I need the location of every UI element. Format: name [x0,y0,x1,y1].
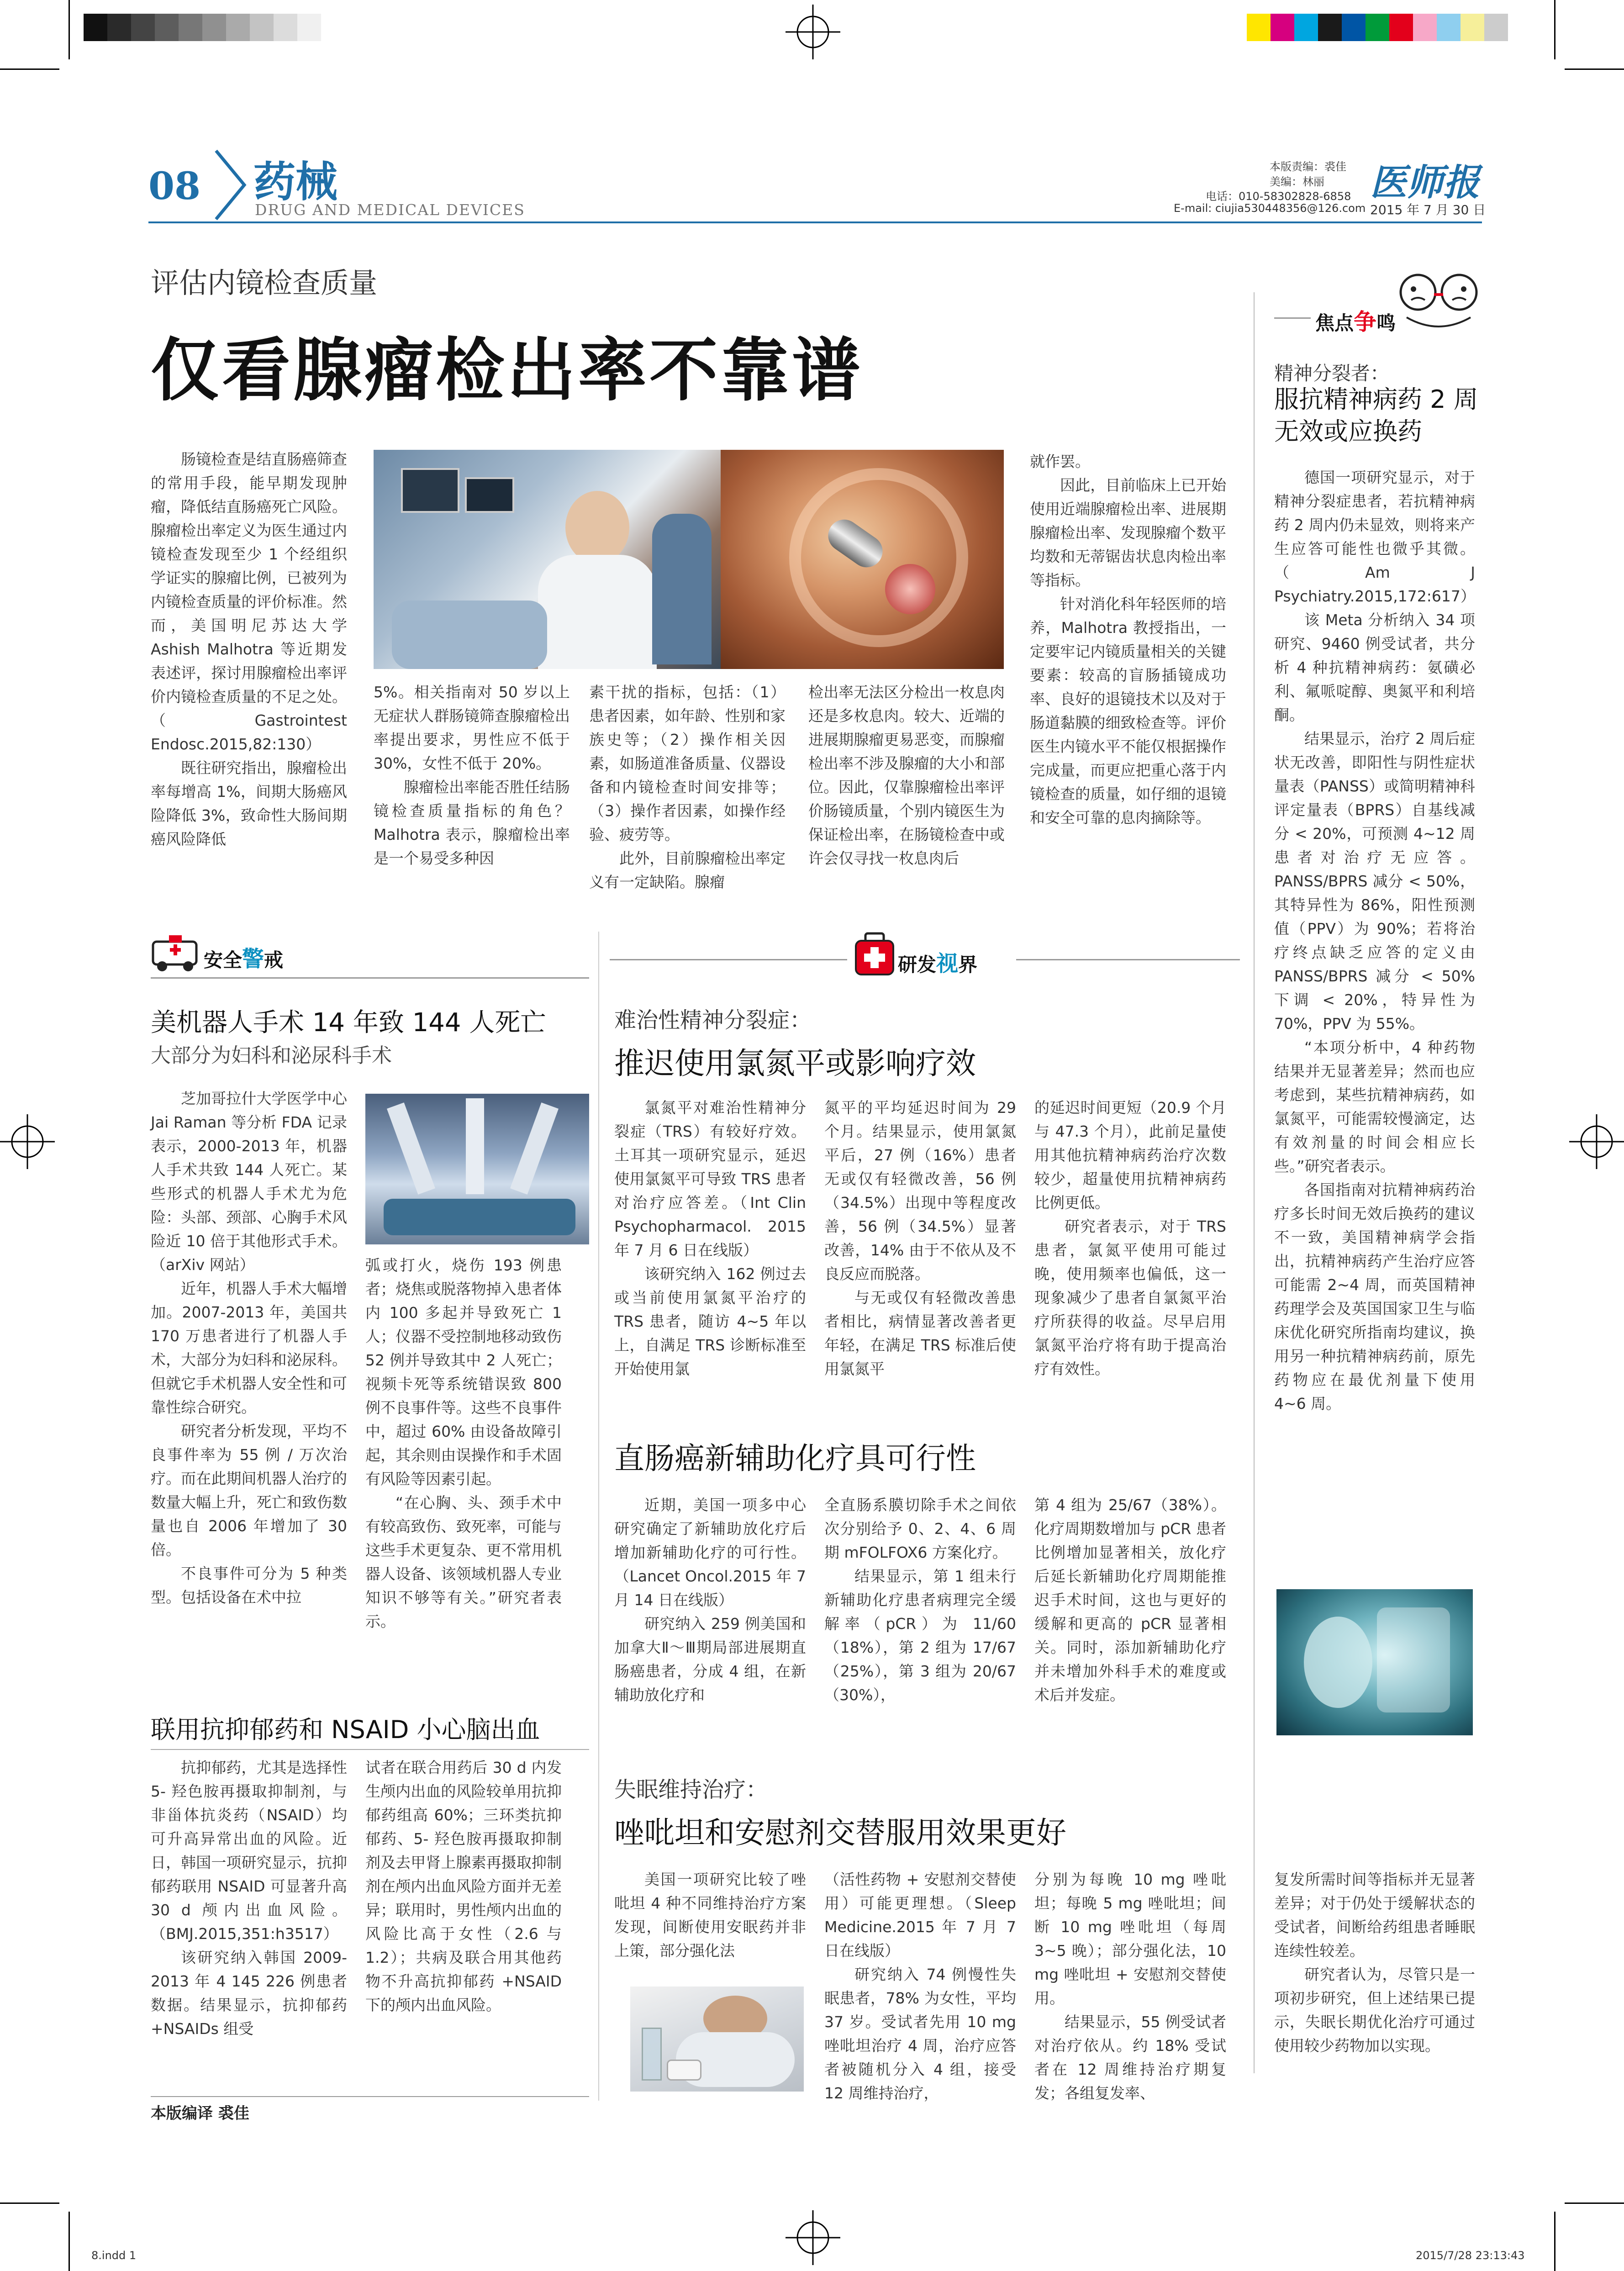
section-title: 药械 [253,158,338,206]
paragraph: 芝加哥拉什大学医学中心 Jai Raman 等分析 FDA 记录表示，2000-2013 年，机器人手术共致 144 人死亡。某些形式的机器人手术尤为危险：头部、颈部、心胸手术风险近 10 倍于其他形式手术。（arXiv 网站） [151,1090,347,1274]
paragraph: 各国指南对抗精神病药治疗多长时间无效后换药的建议不一致，美国精神病学会指出，抗精神病药产生治疗应答可能需 2~4 周，而英国精神药理学会及英国国家卫生与临床优化研究所指南均建议，换用另一种抗精神病药前，原先药物应在最优剂量下使用 4~6 周。 [1274,1181,1475,1412]
lead-headline: 仅看腺瘤检出率不靠谱 [151,331,864,411]
lead-kicker: 评估内镜检查质量 [151,266,378,300]
column-divider [598,932,599,2101]
focus-kicker: 精神分裂者： [1274,362,1390,385]
crop-mark [69,0,70,59]
paragraph: 的延迟时间更短（20.9 个月与 47.3 个月），此前足量使用其他抗精神病药治疗次数较少，超量使用抗精神病药比例更低。 [1034,1099,1226,1212]
lead-column-4 [808,680,1005,918]
paragraph: 研究纳入 259 例美国和加拿大Ⅱ～Ⅲ期局部进展期直肠癌患者，分成 4 组，在新辅助放化疗和 [614,1615,806,1704]
clozapine-column-1 [614,1096,806,1425]
paragraph: 结果显示，治疗 2 周后症状无改善，即阳性与阴性症状量表（PANSS）或简明精神科评定量表（BPRS）自基线减分 < 20%，可预测 4~12 周患者对治疗无应答。PANSS/BPRS 减分 < 50%，其特异性为 86%，阳性预测值（PPV）为 90%；若将治疗终点缺乏应答的定义由 PANSS/BPRS 减分 < 50% 下调 < 20%，特异性为 70%，PPV 为 55%。 [1274,730,1475,1033]
editor-credit: 本版责编：裘佳 [1270,160,1346,173]
gray-color-bar [84,14,321,41]
ambulance-icon [151,932,201,973]
medical-kit-icon [854,932,895,977]
focus-title-accent: 争 [1354,309,1377,335]
focus-title-label: 焦点 [1315,312,1354,334]
paragraph: 素干扰的指标，包括：（1）患者因素，如年龄、性别和家族史等；（2）操作相关因素，如肠道准备质量、仪器设备和内镜检查时间安排等；（3）操作者因素，如操作经验、疲劳等。 [589,683,786,843]
robot-surgery-subhead: 大部分为妇科和泌尿科手术 [151,1044,392,1067]
registration-mark-left [0,1114,55,1169]
paragraph: “在心胸、头、颈手术中有较高致伤、致死率，可能与这些手术更复杂、更不常用机器人设备、该领域机器人专业知识不够等有关。”研究者表示。 [365,1494,562,1630]
paragraph: 研究者认为，尽管只是一项初步研究，但上述结果已提示，失眠长期优化治疗可通过使用较少药物加以实现。 [1274,1965,1475,2055]
color-swatch [1247,14,1271,41]
paragraph: 结果显示，55 例受试者对治疗依从。约 18% 受试者在 12 周维持治疗期复发；各组复发率、 [1034,2013,1226,2102]
paragraph: 不良事件可分为 5 种类型。包括设备在术中拉 [151,1565,347,1606]
focus-title-label: 鸣 [1376,312,1396,334]
paragraph: 近期，美国一项多中心研究确定了新辅助放化疗后增加新辅助化疗的可行性。（Lancet Oncol.2015 年 7 月 14 日在线版） [614,1496,806,1609]
color-swatch [274,14,297,41]
rectal-column-1 [614,1493,806,1767]
email-address: E-mail: ciujia530448356@126.com [1174,202,1366,215]
paragraph: 氮平的平均延迟时间为 29 个月。结果显示，使用氯氮平后，27 例（16%）患者无或仅有轻微改善，56 例（34.5%）出现中等程度改善，56 例（34.5%）显著改善，14% 由于不依从及不良反应而脱落。 [824,1099,1016,1283]
antidepressant-rule [151,1749,589,1750]
paragraph: 腺瘤检出率能否胜任结肠镜检查质量指标的角色？Malhotra 表示，腺瘤检出率是一个易受多种因 [374,778,570,867]
paragraph: 5%。相关指南对 50 岁以上无症状人群肠镜筛查腺瘤检出率提出要求，男性应不低于 30%，女性不低于 20%。 [374,683,570,772]
badge-label: 戒 [264,949,284,971]
color-swatch [1294,14,1318,41]
robot-column-2 [365,1254,562,1692]
sleeping-man-photo [630,1986,804,2092]
paragraph: 研究者表示，对于 TRS 患者，氯氮平使用可能过晚，使用频率也偏低，这一现象减少了患者自氯氮平治疗所获得的收益。尽早启用氯氮平治疗将有助于提高治疗有效性。 [1034,1217,1226,1378]
paragraph: 美国一项研究比较了唑吡坦 4 种不同维持治疗方案发现，间断使用安眠药并非上策，部分强化法 [614,1871,806,1960]
surgical-robot-photo [365,1094,589,1244]
crop-mark [1565,2203,1624,2204]
rectal-column-2 [824,1493,1016,1767]
paragraph: 该 Meta 分析纳入 34 项研究、9460 例受试者，共分析 4 种抗精神病药：氨磺必利、氟哌啶醇、奥氮平和利培酮。 [1274,611,1475,724]
crop-mark [0,2203,59,2204]
color-swatch [250,14,274,41]
color-swatch [1389,14,1413,41]
chevron-right-icon [212,148,249,221]
paragraph: 近年，机器人手术大幅增加。2007-2013 年，美国共 170 万患者进行了机器人手术，大部分为妇科和泌尿科。但就它手术机器人安全性和可靠性综合研究。 [151,1280,347,1416]
badge-accent: 警 [242,946,264,972]
color-swatch [155,14,179,41]
rectal-cancer-headline: 直肠癌新辅助化疗具可行性 [614,1441,976,1476]
column-divider [1254,292,1255,2073]
clozapine-column-2 [824,1096,1016,1425]
clozapine-headline: 推迟使用氯氮平或影响疗效 [614,1046,976,1081]
paragraph: 因此，目前临床上已开始使用近端腺瘤检出率、进展期腺瘤检出率、发现腺瘤个数平均数和无蒂锯齿状息肉检出率等指标。 [1030,476,1226,589]
paragraph: 第 4 组为 25/67（38%）。化疗周期数增加与 pCR 患者比例增加显著相关，放化疗后延长新辅助化疗周期能推迟手术时间，这也与更好的缓解和更高的 pCR 显著相关。同时，添加新辅助化疗并未增加外科手术的难度或术后并发症。 [1034,1496,1226,1704]
color-swatch [297,14,321,41]
phone-number: 电话：010-58302828-6858 [1206,190,1351,203]
research-section-badge [854,932,977,977]
lead-column-5 [1030,450,1226,916]
compiler-credit: 本版编译 裘佳 [151,2104,249,2123]
lead-column-1 [151,448,347,904]
antidepressant-headline: 联用抗抑郁药和 NSAID 小心脑出血 [151,1715,540,1744]
paragraph: 该研究纳入韩国 2009-2013 年 4 145 226 例患者数据。结果显示，抗抑郁药 +NSAIDs 组受 [151,1949,347,2038]
paragraph: “本项分析中，4 种药物结果并无显著差异；然而也应考虑到，某些抗精神病药，如氯氮平，可能需较慢滴定，达有效剂量的时间会相应长些。”研究者表示。 [1274,1038,1475,1175]
focus-title [1315,304,1396,337]
paragraph: 就作罢。 [1030,453,1090,470]
paragraph: 分别为每晚 10 mg 唑吡坦；每晚 5 mg 唑吡坦；间断 10 mg 唑吡坦（每周 3~5 晚）；部分强化法，10 mg 唑吡坦 + 安慰剂交替使用。 [1034,1871,1226,2007]
research-rule-right [1016,959,1240,960]
header-rule [148,221,1482,223]
color-swatch [1318,14,1342,41]
paragraph: 全直肠系膜切除手术之间依次分别给予 0、2、4、6 周期 mFOLFOX6 方案化疗。 [824,1496,1016,1561]
paragraph: 结果显示，第 1 组未行新辅助化疗患者病理完全缓解率（pCR）为 11/60（18%），第 2 组为 17/67（25%），第 3 组为 20/67（30%）， [824,1567,1016,1704]
color-swatch [1437,14,1461,41]
section-subtitle: DRUG AND MEDICAL DEVICES [255,201,525,219]
color-swatch [107,14,131,41]
focus-headline: 服抗精神病药 2 周无效或应换药 [1274,385,1478,446]
process-color-bar [1247,14,1508,41]
paragraph: （活性药物 + 安慰剂交替使用）可能更理想。（Sleep Medicine.2015 年 7 月 7 日在线版） [824,1871,1016,1960]
paragraph: 弧或打火，烧伤 193 例患者；烧焦或脱落物掉入患者体内 100 多起并导致死亡 1 人；仪器不受控制地移动致伤 52 例并导致其中 2 人死亡；视频卡死等系统错误致 800 例不良事件等。这些不良事件中，超过 60% 由设备故障引起，其余则由误操作和手术固有风险等因素引起。 [365,1256,562,1488]
design-credit: 美编：林丽 [1270,175,1324,188]
registration-mark-top [786,5,840,59]
paragraph: 针对消化科年轻医师的培养，Malhotra 教授指出，一定要牢记内镜质量相关的关键要素：较高的盲肠插镜成功率、良好的退镜技术以及对于肠道黏膜的细致检查等。评价医生内镜水平不能仅根据操作完成量，而更应把重心落于内镜检查的质量，如仔细的退镜和安全可靠的息肉摘除等。 [1030,595,1226,827]
color-swatch [1271,14,1294,41]
focus-rule [1274,317,1311,319]
focus-body [1274,466,1475,1562]
zolpidem-column-2 [824,1868,1016,2102]
color-swatch [1484,14,1508,41]
psychiatric-patient-photo [1276,1589,1473,1735]
paragraph: 德国一项研究显示，对于精神分裂症患者，若抗精神病药 2 周内仍未显效，则将来产生应答可能性也微乎其微。（Am J Psychiatry.2015,172:617） [1274,469,1476,605]
paragraph: 研究纳入 74 例慢性失眠患者，78% 为女性，平均 37 岁。受试者先用 10 mg 唑吡坦治疗 4 周，治疗应答者被随机分入 4 组，接受 12 周维持治疗， [824,1965,1016,2102]
badge-label: 安全 [204,949,243,971]
badge-accent: 视 [936,951,959,976]
color-swatch [131,14,155,41]
paragraph: 抗抑郁药，尤其是选择性 5- 羟色胺再摄取抑制剂，与非甾体抗炎药（NSAID）均可升高异常出血的风险。近日，韩国一项研究显示，抗抑郁药联用 NSAID 可显著升高 30 d 颅内出血风险。（BMJ.2015,351:h3517） [151,1759,347,1943]
paragraph: 检出率无法区分检出一枚息肉还是多枚息肉。较大、近端的进展期腺瘤更易恶变，而腺瘤检出率不涉及腺瘤的大小和部位。因此，仅靠腺瘤检出率评价肠镜质量，个别内镜医生为保证检出率，在肠镜检查中或许会仅寻找一枚息肉后 [808,683,1005,867]
color-swatch [1342,14,1366,41]
registration-mark-right [1569,1114,1624,1169]
zolpidem-column-1 [614,1868,806,1977]
color-swatch [1366,14,1389,41]
clozapine-kicker: 难治性精神分裂症： [614,1007,812,1033]
badge-label: 研发 [898,954,937,976]
paragraph: 该研究纳入 162 例过去或当前使用氯氮平治疗的 TRS 患者，随访 4~5 年以上，自满足 TRS 诊断标准至开始使用氯 [614,1265,806,1378]
lead-column-3 [589,680,786,918]
file-slug: 8.indd 1 [91,2249,137,2262]
endoscopy-room-photo [374,450,721,669]
badge-label: 界 [958,954,978,976]
print-timestamp: 2015/7/28 23:13:43 [1416,2249,1525,2262]
crop-mark [69,2212,70,2271]
zolpidem-kicker: 失眠维持治疗： [614,1777,768,1802]
safety-section-badge [151,932,283,973]
lead-column-2 [374,680,570,918]
paragraph: 肠镜检查是结直肠癌筛查的常用手段，能早期发现肿瘤，降低结直肠癌死亡风险。腺瘤检出率定义为医生通过内镜检查发现至少 1 个经组织学证实的腺瘤比例，已被列为内镜检查质量的评价标准。然而，美国明尼苏达大学 Ashish Malhotra 等近期发表述评，探讨用腺瘤检出率评价内镜检查质量的不足之处。（Gastrointest Endosc.2015,82:130） [151,450,347,753]
robot-column-1 [151,1087,347,1690]
zolpidem-column-3 [1034,1868,1226,2102]
debate-faces-icon [1393,267,1484,336]
color-swatch [226,14,250,41]
paragraph: 复发所需时间等指标并无显著差异；对于仍处于缓解状态的受试者，间断给药组患者睡眠连续性较差。 [1274,1871,1475,1960]
paragraph: 研究者分析发现，平均不良事件率为 55 例 / 万次治疗。而在此期间机器人治疗的数量大幅上升，死亡和致伤数量也自 2006 年增加了 30 倍。 [151,1422,347,1559]
registration-mark-bottom [786,2210,840,2265]
paragraph: 此外，目前腺瘤检出率定义有一定缺陷。腺瘤 [589,849,786,891]
page-number: 08 [148,164,201,208]
antidepressant-column-1 [151,1756,347,2085]
crop-mark [1554,0,1555,59]
footer-rule [151,2096,589,2097]
research-rule-left [610,959,847,960]
color-swatch [179,14,202,41]
rectal-column-3 [1034,1493,1226,1767]
color-swatch [202,14,226,41]
color-swatch [1461,14,1484,41]
crop-mark [1554,2212,1555,2271]
robot-surgery-headline: 美机器人手术 14 年致 144 人死亡 [151,1008,546,1038]
paragraph: 既往研究指出，腺瘤检出率每增高 1%，间期大肠癌风险降低 3%，致命性大肠间期癌风险降低 [151,759,347,848]
issue-date: 2015 年 7 月 30 日 [1370,202,1486,217]
antidepressant-column-2 [365,1756,562,2085]
clozapine-column-3 [1034,1096,1226,1425]
color-swatch [1413,14,1437,41]
crop-mark [0,68,59,70]
zolpidem-headline: 唑吡坦和安慰剂交替服用效果更好 [614,1815,1066,1850]
color-swatch [84,14,107,41]
masthead-logo: 医师报 [1370,161,1480,204]
safety-rule [151,977,589,979]
colonoscopy-view-photo [721,450,1004,669]
paragraph: 氯氮平对难治性精神分裂症（TRS）有较好疗效。土耳其一项研究显示，延迟使用氯氮平可导致 TRS 患者对治疗应答差。（Int Clin Psychopharmacol. 2015 年 7 月 6 日在线版） [614,1099,806,1259]
paragraph: 试者在联合用药后 30 d 内发生颅内出血的风险较单用抗抑郁药组高 60%；三环类抗抑郁药、5- 羟色胺再摄取抑制剂及去甲肾上腺素再摄取抑制剂在颅内出血风险方面并无差异；联用时，男性颅内出血的风险比高于女性（2.6 与 1.2）；共病及联合用其他药物不升高抗抑郁药 +NSAID 下的颅内出血风险。 [365,1759,562,2014]
zolpidem-column-4 [1274,1868,1475,2096]
paragraph: 与无或仅有轻微改善患者相比，病情显著改善者更年轻，在满足 TRS 标准后使用氯氮平 [824,1289,1016,1378]
crop-mark [1565,68,1624,70]
